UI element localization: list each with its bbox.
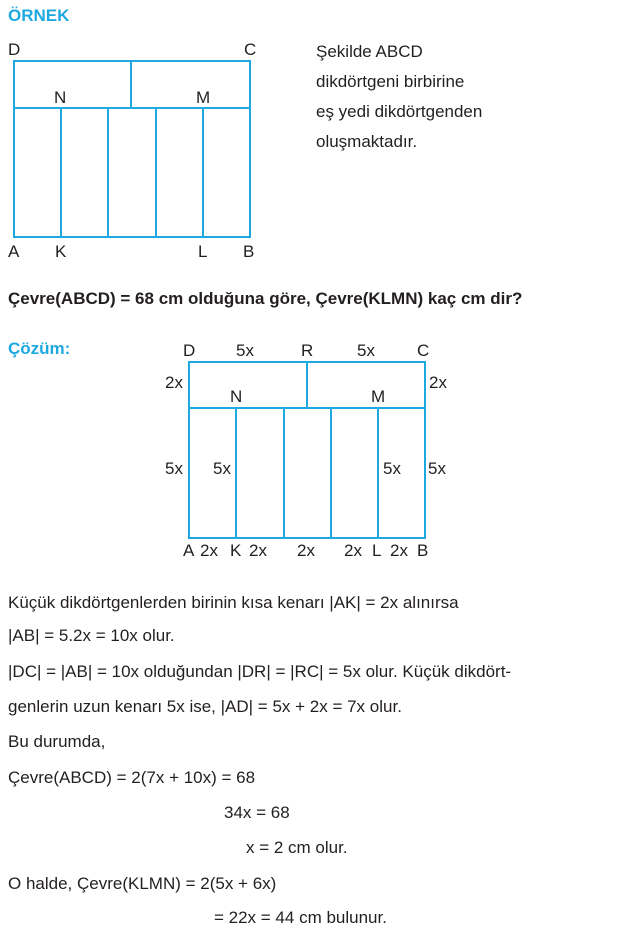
label-K: K	[55, 242, 67, 261]
sol-right-side-length: 5x	[428, 459, 446, 478]
sol-inner-right-length: 5x	[383, 459, 401, 478]
sol-right-top-length: 2x	[429, 373, 447, 392]
sol-bottom-length-2: 2x	[249, 541, 267, 560]
solution-line-8: x = 2 cm olur.	[246, 838, 348, 857]
solution-line-2: |AB| = 5.2x = 10x olur.	[8, 626, 175, 645]
example-rectangle	[14, 61, 250, 237]
sol-left-top-length: 2x	[165, 373, 183, 392]
solution-line-5: Bu durumda,	[8, 732, 106, 751]
sol-corner-A: A	[183, 541, 195, 560]
sol-bottom-length-1: 2x	[200, 541, 218, 560]
sol-top-right-length: 5x	[357, 341, 375, 360]
solution-line-6: Çevre(ABCD) = 2(7x + 10x) = 68	[8, 768, 256, 787]
sol-corner-C: C	[417, 341, 430, 360]
question: Çevre(ABCD) = 68 cm olduğuna göre, Çevre(KLMN) kaç cm dir?	[8, 289, 523, 308]
description-line-2: dikdörtgeni birbirine	[316, 72, 465, 91]
solution-rectangle	[189, 362, 425, 538]
label-B: B	[243, 242, 255, 261]
sol-corner-D: D	[183, 341, 196, 360]
description-line-4: oluşmaktadır.	[316, 132, 418, 151]
solution-line-9: O halde, Çevre(KLMN) = 2(5x + 6x)	[8, 874, 277, 893]
sol-left-side-length: 5x	[165, 459, 183, 478]
label-N: N	[54, 88, 67, 107]
solution-line-7: 34x = 68	[224, 803, 290, 822]
solution-line-3: |DC| = |AB| = 10x olduğundan |DR| = |RC| = 5x olur. Küçük dikdört-	[8, 662, 512, 681]
sol-point-K: K	[230, 541, 242, 560]
sol-bottom-length-5: 2x	[390, 541, 408, 560]
sol-inner-left-length: 5x	[213, 459, 231, 478]
description-line-3: eş yedi dikdörtgenden	[316, 102, 483, 121]
label-D: D	[8, 40, 21, 59]
sol-point-R: R	[301, 341, 314, 360]
sol-corner-B: B	[417, 541, 429, 560]
label-C: C	[244, 40, 257, 59]
solution-heading: Çözüm:	[8, 339, 71, 358]
solution-line-10: = 22x = 44 cm bulunur.	[214, 908, 387, 927]
example-heading: ÖRNEK	[8, 6, 70, 25]
label-A: A	[8, 242, 20, 261]
sol-point-M: M	[371, 387, 386, 406]
solution-line-4: genlerin uzun kenarı 5x ise, |AD| = 5x + 2x = 7x olur.	[8, 697, 402, 716]
label-M: M	[196, 88, 211, 107]
label-L: L	[198, 242, 208, 261]
solution-line-1: Küçük dikdörtgenlerden birinin kısa kenarı |AK| = 2x alınırsa	[8, 593, 459, 612]
sol-bottom-length-3: 2x	[297, 541, 315, 560]
sol-bottom-length-4: 2x	[344, 541, 362, 560]
sol-point-N: N	[230, 387, 243, 406]
description-line-1: Şekilde ABCD	[316, 42, 423, 61]
sol-top-left-length: 5x	[236, 341, 254, 360]
sol-point-L: L	[372, 541, 382, 560]
